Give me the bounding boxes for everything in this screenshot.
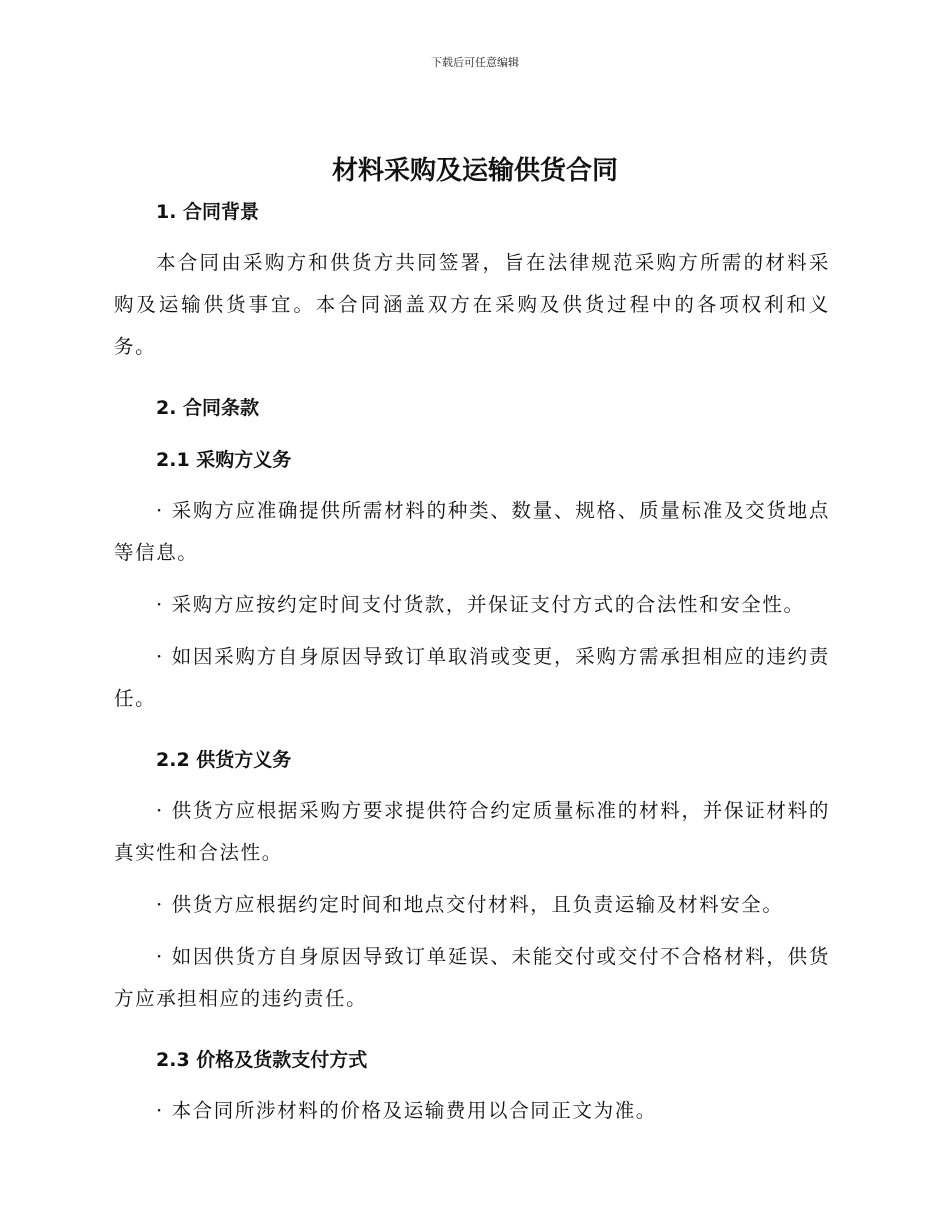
buyer-obligation-item: · 采购方应按约定时间支付货款，并保证支付方式的合法性和安全性。 [156, 593, 805, 616]
document-title: 材料采购及运输供货合同 [331, 156, 618, 186]
buyer-obligation-item: · 如因采购方自身原因导致订单取消或变更，采购方需承担相应的违约责任。 [114, 645, 830, 710]
header-note: 下载后可任意编辑 [431, 56, 519, 69]
section-heading-background: 1. 合同背景 [156, 201, 260, 223]
supplier-obligation-item: · 如因供货方自身原因导致订单延误、未能交付或交付不合格材料，供货方应承担相应的违约责任。 [114, 945, 830, 1010]
supplier-obligation-item: · 供货方应根据采购方要求提供符合约定质量标准的材料，并保证材料的真实性和合法性。 [114, 799, 830, 864]
supplier-obligation-item: · 供货方应根据约定时间和地点交付材料，且负责运输及材料安全。 [156, 893, 784, 916]
section-heading-buyer-obligations: 2.1 采购方义务 [156, 449, 292, 471]
section-heading-terms: 2. 合同条款 [156, 397, 260, 419]
price-payment-item: · 本合同所涉材料的价格及运输费用以合同正文为准。 [156, 1099, 657, 1122]
background-paragraph: 本合同由采购方和供货方共同签署，旨在法律规范采购方所需的材料采购及运输供货事宜。本合同涵盖双方在采购及供货过程中的各项权利和义务。 [114, 251, 830, 358]
buyer-obligation-item: · 采购方应准确提供所需材料的种类、数量、规格、质量标准及交货地点等信息。 [114, 499, 830, 564]
document-body [114, 198, 830, 1132]
section-heading-price-payment: 2.3 价格及货款支付方式 [156, 1049, 368, 1071]
section-heading-supplier-obligations: 2.2 供货方义务 [156, 749, 292, 771]
